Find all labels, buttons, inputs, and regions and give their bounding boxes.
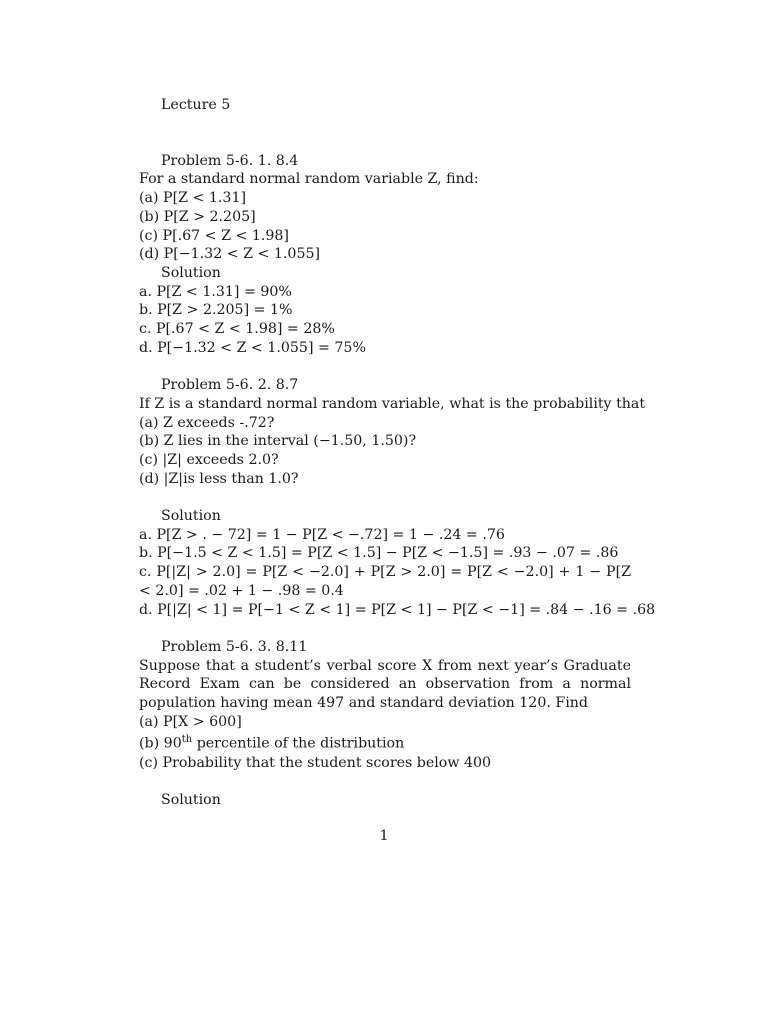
problem-2 <box>139 376 656 619</box>
problem-2-part-d: (d) |Z|is less than 1.0? <box>139 470 299 487</box>
document-page <box>139 96 656 810</box>
problem-3-part-c: (c) Probability that the student scores below 400 <box>139 754 492 771</box>
problem-1-answer-a: a. P[Z < 1.31] = 90% <box>139 283 292 300</box>
problem-1 <box>139 152 631 358</box>
problem-3-part-b-superscript: th <box>181 734 193 746</box>
problem-2-statement: If Z is a standard normal random variable, what is the probability that <box>139 395 646 412</box>
problem-1-statement: For a standard normal random variable Z, find: <box>139 171 479 188</box>
problem-1-part-a: (a) P[Z < 1.31] <box>139 190 247 207</box>
spacer <box>139 357 631 376</box>
problem-3-heading: Problem 5-6. 3. 8.11 <box>161 638 308 655</box>
problem-1-answer-d: d. P[−1.32 < Z < 1.055] = 75% <box>139 339 366 356</box>
problem-2-solution-label: Solution <box>161 508 221 525</box>
problem-1-answer-b: b. P[Z > 2.205] = 1% <box>139 302 293 319</box>
problem-3 <box>139 638 631 810</box>
page-number: 1 <box>379 828 389 844</box>
problem-2-answer-b: b. P[−1.5 < Z < 1.5] = P[Z < 1.5] − P[Z < −1.5] = .93 − .07 = .86 <box>139 545 619 562</box>
problem-3-part-b <box>139 731 631 753</box>
problem-2-part-a: (a) Z exceeds -.72? <box>139 414 275 431</box>
problem-2-part-c: (c) |Z| exceeds 2.0? <box>139 451 279 468</box>
problem-1-part-b: (b) P[Z > 2.205] <box>139 208 256 225</box>
problem-3-statement: Suppose that a student’s verbal score X from next year’s Graduate Record Exam can be considered an observation from a normal population having mean 497 and standard deviation 120. Find <box>139 657 631 712</box>
problem-2-answer-d: d. P[|Z| < 1] = P[−1 < Z < 1] = P[Z < 1] − P[Z < −1] = .84 − .16 = .68 <box>139 601 656 618</box>
problem-1-part-d: (d) P[−1.32 < Z < 1.055] <box>139 246 321 263</box>
spacer <box>139 619 631 638</box>
problem-1-part-c: (c) P[.67 < Z < 1.98] <box>139 227 289 244</box>
lecture-title: Lecture 5 <box>161 97 231 113</box>
problem-3-part-b-prefix: (b) 90 <box>139 736 182 753</box>
problem-1-heading: Problem 5-6. 1. 8.4 <box>161 152 299 169</box>
problem-1-solution-label: Solution <box>161 264 221 281</box>
problem-2-answer-c: c. P[|Z| > 2.0] = P[Z < −2.0] + P[Z > 2.0] = P[Z < −2.0] + 1 − P[Z < 2.0] = .02 + 1 − .98 = 0.4 <box>139 564 631 599</box>
problem-2-answer-a: a. P[Z > . − 72] = 1 − P[Z < −.72] = 1 − .24 = .76 <box>139 526 505 543</box>
problem-3-part-b-suffix: percentile of the distribution <box>192 736 405 753</box>
problem-1-answer-c: c. P[.67 < Z < 1.98] = 28% <box>139 321 335 338</box>
problem-2-part-b: (b) Z lies in the interval (−1.50, 1.50)? <box>139 433 417 450</box>
problem-2-heading: Problem 5-6. 2. 8.7 <box>161 377 299 394</box>
problem-3-part-a: (a) P[X > 600] <box>139 713 242 730</box>
spacer <box>139 773 631 792</box>
problem-3-solution-label: Solution <box>161 792 221 809</box>
spacer <box>139 115 631 152</box>
spacer <box>139 488 631 507</box>
